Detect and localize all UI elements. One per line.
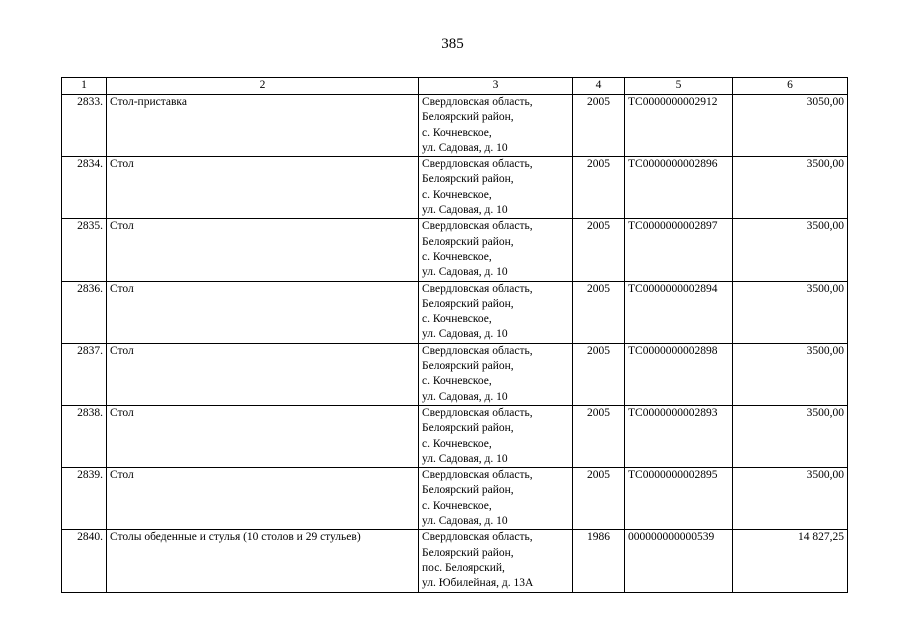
column-header-2: 2 xyxy=(107,78,419,95)
item-name: Стол-приставка xyxy=(107,95,419,157)
inventory-number: ТС0000000002895 xyxy=(625,468,733,530)
address-line: с. Кочневское, xyxy=(422,375,492,388)
address-line: с. Кочневское, xyxy=(422,437,492,450)
item-address xyxy=(419,530,573,592)
address-line: ул. Садовая, д. 10 xyxy=(422,328,508,341)
address-line: ул. Садовая, д. 10 xyxy=(422,266,508,279)
address-line: Белоярский район, xyxy=(422,111,514,124)
address-line: ул. Садовая, д. 10 xyxy=(422,452,508,465)
row-number: 2838. xyxy=(62,405,107,467)
address-line: ул. Садовая, д. 10 xyxy=(422,515,508,528)
item-address xyxy=(419,468,573,530)
column-header-3: 3 xyxy=(419,78,573,95)
address-line: Белоярский район, xyxy=(422,173,514,186)
row-number: 2839. xyxy=(62,468,107,530)
column-header-5: 5 xyxy=(625,78,733,95)
address-line: ул. Садовая, д. 10 xyxy=(422,141,508,154)
item-address xyxy=(419,405,573,467)
item-year: 2005 xyxy=(573,157,625,219)
address-line: Свердловская область, xyxy=(422,531,533,544)
item-value: 3500,00 xyxy=(733,219,848,281)
item-value: 3500,00 xyxy=(733,405,848,467)
item-value: 3500,00 xyxy=(733,343,848,405)
item-year: 2005 xyxy=(573,95,625,157)
address-line: с. Кочневское, xyxy=(422,499,492,512)
inventory-number: ТС0000000002894 xyxy=(625,281,733,343)
item-address xyxy=(419,157,573,219)
item-name: Стол xyxy=(107,219,419,281)
address-line: Свердловская область, xyxy=(422,469,533,482)
address-line: Белоярский район, xyxy=(422,360,514,373)
item-year: 2005 xyxy=(573,468,625,530)
table-header-row xyxy=(62,78,848,95)
address-line: Белоярский район, xyxy=(422,484,514,497)
item-year: 2005 xyxy=(573,219,625,281)
address-line: пос. Белоярский, xyxy=(422,561,505,574)
item-year: 1986 xyxy=(573,530,625,592)
table-row xyxy=(62,405,848,467)
address-line: Белоярский район, xyxy=(422,235,514,248)
table-row xyxy=(62,530,848,592)
table-row xyxy=(62,157,848,219)
row-number: 2834. xyxy=(62,157,107,219)
table-body xyxy=(62,95,848,593)
address-line: Свердловская область, xyxy=(422,96,533,108)
item-value: 3500,00 xyxy=(733,281,848,343)
row-number: 2833. xyxy=(62,95,107,157)
address-line: ул. Садовая, д. 10 xyxy=(422,390,508,403)
item-year: 2005 xyxy=(573,343,625,405)
item-name: Столы обеденные и стулья (10 столов и 29 стульев) xyxy=(107,530,419,592)
address-line: с. Кочневское, xyxy=(422,250,492,263)
item-value: 3500,00 xyxy=(733,468,848,530)
inventory-number: ТС0000000002893 xyxy=(625,405,733,467)
address-line: Свердловская область, xyxy=(422,344,533,357)
table-row xyxy=(62,219,848,281)
page-number: 385 xyxy=(441,36,464,52)
table-row xyxy=(62,343,848,405)
inventory-number: ТС0000000002896 xyxy=(625,157,733,219)
table-row xyxy=(62,468,848,530)
item-address xyxy=(419,219,573,281)
row-number: 2835. xyxy=(62,219,107,281)
column-header-6: 6 xyxy=(733,78,848,95)
row-number: 2836. xyxy=(62,281,107,343)
row-number: 2840. xyxy=(62,530,107,592)
address-line: Свердловская область, xyxy=(422,406,533,419)
address-line: ул. Садовая, д. 10 xyxy=(422,204,508,217)
address-line: Белоярский район, xyxy=(422,297,514,310)
row-number: 2837. xyxy=(62,343,107,405)
item-address xyxy=(419,95,573,157)
item-year: 2005 xyxy=(573,405,625,467)
address-line: с. Кочневское, xyxy=(422,313,492,326)
inventory-number: 000000000000539 xyxy=(625,530,733,592)
item-value: 3050,00 xyxy=(733,95,848,157)
item-name: Стол xyxy=(107,343,419,405)
address-line: с. Кочневское, xyxy=(422,126,492,139)
item-value: 14 827,25 xyxy=(733,530,848,592)
table-row xyxy=(62,281,848,343)
item-name: Стол xyxy=(107,281,419,343)
address-line: Белоярский район, xyxy=(422,422,514,435)
address-line: Свердловская область, xyxy=(422,220,533,233)
address-line: с. Кочневское, xyxy=(422,188,492,201)
address-line: Свердловская область, xyxy=(422,282,533,295)
item-name: Стол xyxy=(107,468,419,530)
table-row xyxy=(62,95,848,157)
inventory-number: ТС0000000002898 xyxy=(625,343,733,405)
item-value: 3500,00 xyxy=(733,157,848,219)
inventory-number: ТС0000000002912 xyxy=(625,95,733,157)
column-header-1: 1 xyxy=(62,78,107,95)
property-registry-table xyxy=(61,77,848,593)
address-line: Свердловская область, xyxy=(422,158,533,171)
item-name: Стол xyxy=(107,405,419,467)
address-line: Белоярский район, xyxy=(422,546,514,559)
item-address xyxy=(419,343,573,405)
item-year: 2005 xyxy=(573,281,625,343)
address-line: ул. Юбилейная, д. 13А xyxy=(422,577,534,590)
inventory-number: ТС0000000002897 xyxy=(625,219,733,281)
item-address xyxy=(419,281,573,343)
column-header-4: 4 xyxy=(573,78,625,95)
item-name: Стол xyxy=(107,157,419,219)
